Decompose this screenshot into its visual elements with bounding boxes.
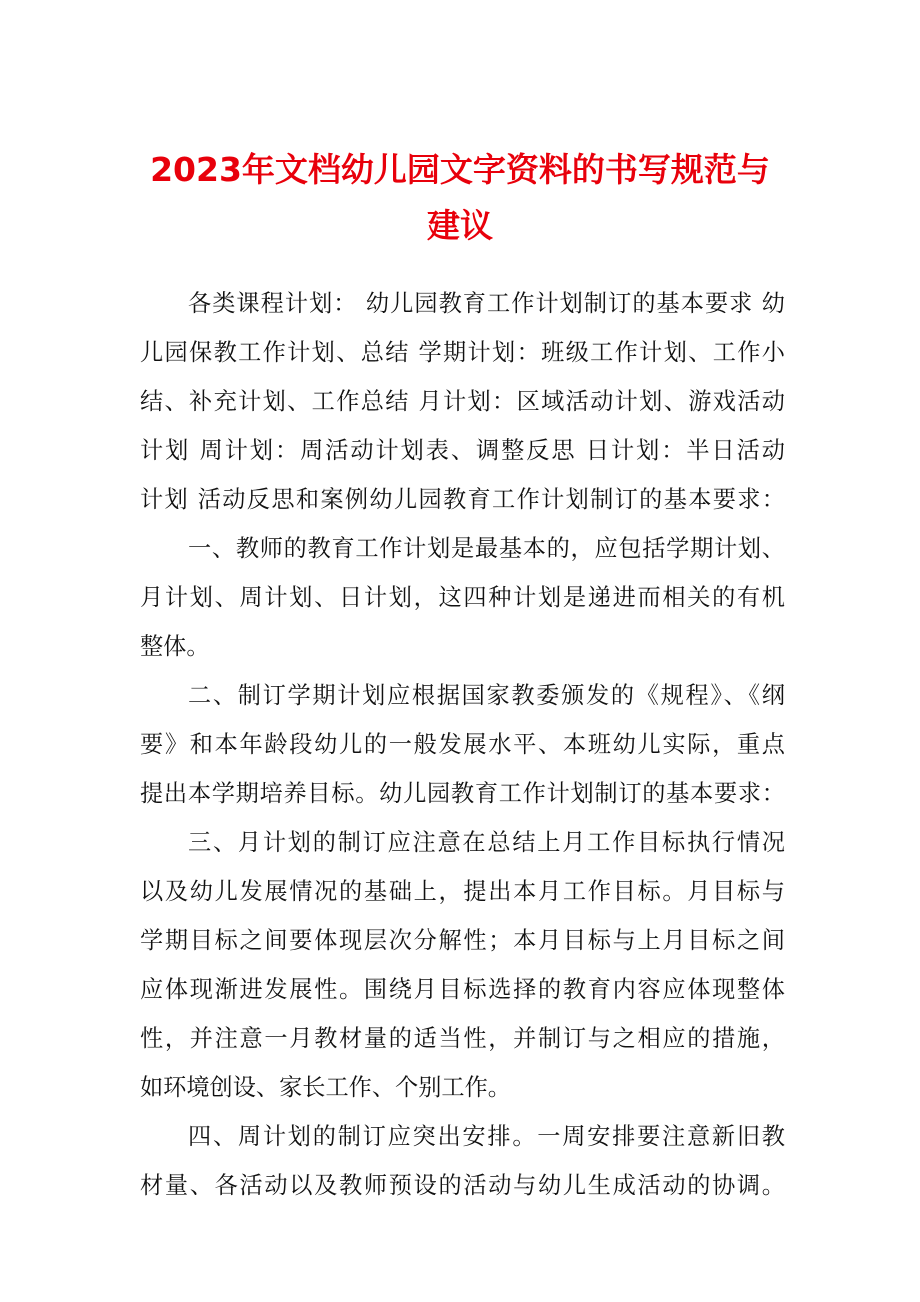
body-line: 二、制订学期计划应根据国家教委颁发的《规程》、《纲 <box>188 682 785 709</box>
body-line: 一、教师的教育工作计划是最基本的，应包括学期计划、 <box>188 535 785 562</box>
body-line: 儿园保教工作计划、总结 学期计划：班级工作计划、工作小 <box>140 339 785 366</box>
body-line: 计划 活动反思和案例幼儿园教育工作计划制订的基本要求： <box>140 486 785 513</box>
body-line: 学期目标之间要体现层次分解性；本月目标与上月目标之间 <box>140 927 785 954</box>
body-line: 要》和本年龄段幼儿的一般发展水平、本班幼儿实际，重点 <box>140 731 785 758</box>
body-line: 各类课程计划： 幼儿园教育工作计划制订的基本要求 幼 <box>188 290 785 317</box>
body-line: 材量、各活动以及教师预设的活动与幼儿生成活动的协调。 <box>140 1172 785 1199</box>
body-line: 应体现渐进发展性。围绕月目标选择的教育内容应体现整体 <box>140 976 785 1003</box>
document-title-line-2: 建议 <box>427 206 493 245</box>
body-line: 性，并注意一月教材量的适当性，并制订与之相应的措施， <box>140 1025 785 1052</box>
document-title-line-1: 2023年文档幼儿园文字资料的书写规范与 <box>150 150 770 189</box>
body-line: 月计划、周计划、日计划，这四种计划是递进而相关的有机 <box>140 584 785 611</box>
body-line: 以及幼儿发展情况的基础上，提出本月工作目标。月目标与 <box>140 878 785 905</box>
body-line: 三、月计划的制订应注意在总结上月工作目标执行情况 <box>188 829 785 856</box>
body-line: 整体。 <box>140 633 210 660</box>
body-line: 计划 周计划：周活动计划表、调整反思 日计划：半日活动 <box>140 437 785 464</box>
body-line: 结、补充计划、工作总结 月计划：区域活动计划、游戏活动 <box>140 388 785 415</box>
body-line: 如环境创设、家长工作、个别工作。 <box>140 1074 511 1101</box>
body-line: 四、周计划的制订应突出安排。一周安排要注意新旧教 <box>188 1123 785 1150</box>
body-line: 提出本学期培养目标。幼儿园教育工作计划制订的基本要求： <box>140 780 785 807</box>
